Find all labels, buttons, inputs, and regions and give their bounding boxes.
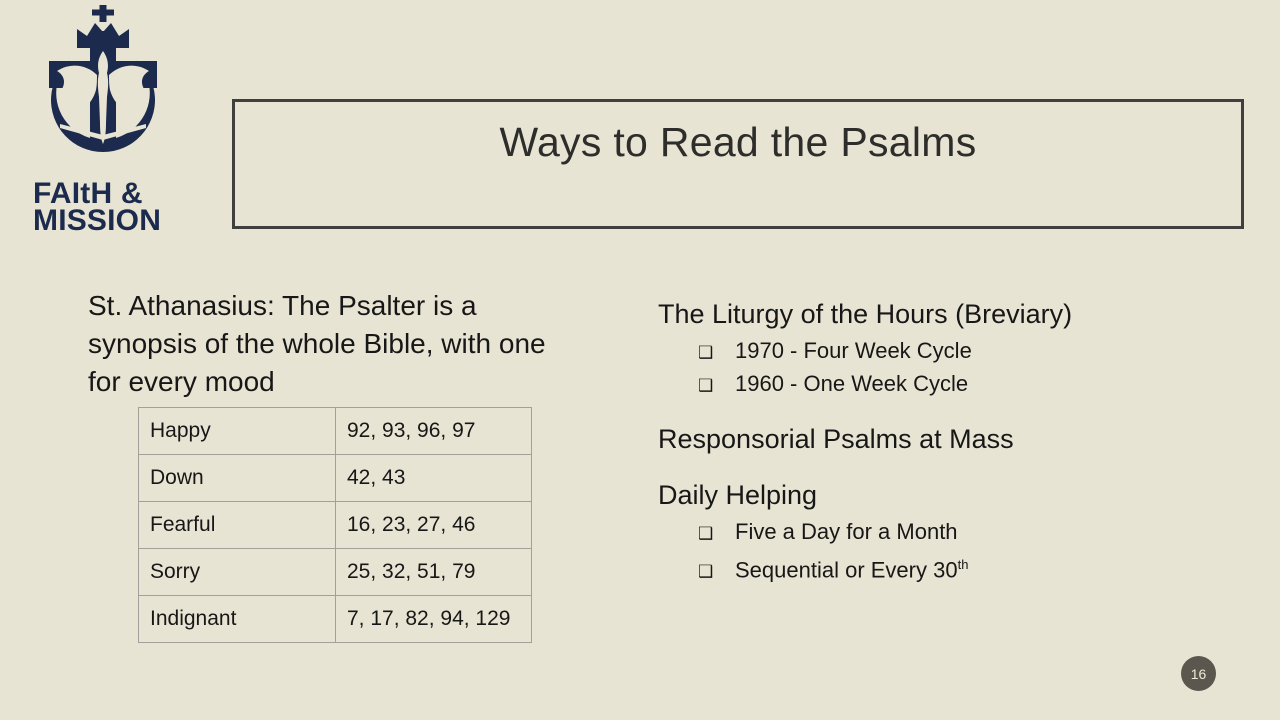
slide-number: 16 bbox=[1190, 665, 1207, 682]
table-row bbox=[139, 549, 532, 596]
section-heading: Daily Helping bbox=[658, 480, 818, 510]
intro-line: St. Athanasius: The Psalter is a bbox=[88, 290, 477, 321]
faith-mission-logo bbox=[33, 5, 183, 237]
bullet-list bbox=[658, 335, 1238, 401]
crowned-cross-dove-emblem-icon bbox=[33, 5, 173, 165]
table-row bbox=[139, 502, 532, 549]
psalms-cell: 42, 43 bbox=[336, 455, 532, 502]
list-item bbox=[658, 549, 1238, 587]
intro-text bbox=[88, 287, 628, 401]
list-item bbox=[658, 335, 1238, 368]
list-item-text: 1960 - One Week Cycle bbox=[735, 371, 969, 396]
slide-number-badge bbox=[1181, 656, 1216, 691]
mood-cell: Fearful bbox=[139, 502, 336, 549]
checkbox-bullet-icon: ❑ bbox=[698, 343, 714, 362]
psalms-cell: 16, 23, 27, 46 bbox=[336, 502, 532, 549]
logo-wordmark-line1: FAItH & bbox=[33, 177, 143, 210]
logo-wordmark bbox=[33, 177, 183, 237]
table-row bbox=[139, 408, 532, 455]
table-row bbox=[139, 455, 532, 502]
section bbox=[658, 477, 1238, 587]
mood-cell: Sorry bbox=[139, 549, 336, 596]
list-item bbox=[658, 516, 1238, 549]
right-column bbox=[658, 296, 1238, 587]
list-item-text: Five a Day for a Month bbox=[735, 519, 958, 544]
section-heading: Responsorial Psalms at Mass bbox=[658, 424, 1014, 454]
checkbox-bullet-icon: ❑ bbox=[698, 562, 714, 582]
mood-cell: Down bbox=[139, 455, 336, 502]
bullet-list bbox=[658, 516, 1238, 587]
logo-wordmark-line2: MISSION bbox=[33, 204, 162, 237]
psalms-cell: 92, 93, 96, 97 bbox=[336, 408, 532, 455]
checkbox-bullet-icon: ❑ bbox=[698, 376, 714, 395]
psalms-cell: 7, 17, 82, 94, 129 bbox=[336, 596, 532, 643]
list-item-text: Sequential or Every 30 bbox=[735, 557, 958, 583]
moods-psalms-table-body bbox=[139, 408, 532, 643]
checkbox-bullet-icon: ❑ bbox=[698, 524, 714, 543]
table-row bbox=[139, 596, 532, 643]
mood-cell: Happy bbox=[139, 408, 336, 455]
intro-line: synopsis of the whole Bible, with one bbox=[88, 328, 546, 359]
section bbox=[658, 421, 1238, 457]
ordinal-suffix: th bbox=[957, 557, 969, 572]
section-heading: The Liturgy of the Hours (Breviary) bbox=[658, 299, 1073, 329]
page-title: Ways to Read the Psalms bbox=[499, 119, 977, 165]
intro-line: for every mood bbox=[88, 366, 275, 397]
section bbox=[658, 296, 1238, 401]
title-box bbox=[232, 99, 1244, 229]
moods-psalms-table bbox=[138, 407, 532, 643]
list-item-text: 1970 - Four Week Cycle bbox=[735, 338, 972, 363]
mood-cell: Indignant bbox=[139, 596, 336, 643]
psalms-cell: 25, 32, 51, 79 bbox=[336, 549, 532, 596]
list-item bbox=[658, 368, 1238, 401]
